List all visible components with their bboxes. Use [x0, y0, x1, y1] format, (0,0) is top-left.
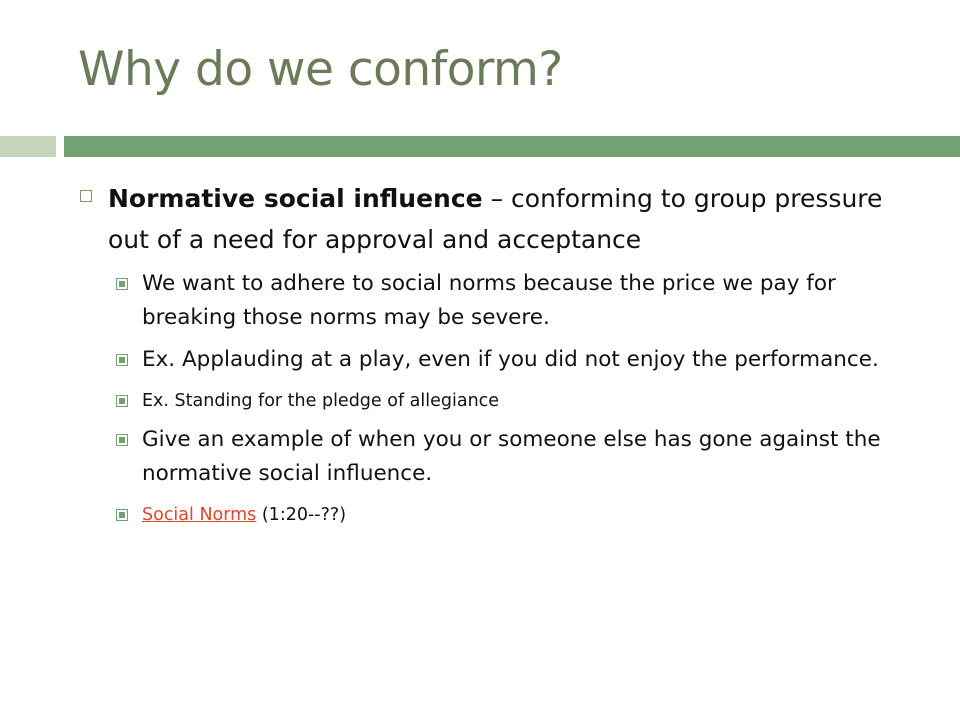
- sub-bullet-text: Ex. Applauding at a play, even if you did not enjoy the performance.: [142, 347, 879, 372]
- sub-bullet-text: Give an example of when you or someone else has gone against the normative social influence.: [142, 427, 881, 486]
- title-accent-bar-light: [0, 136, 56, 157]
- title-accent-bar: [64, 136, 960, 157]
- sub-bullet-point: [116, 343, 930, 377]
- definition-text: – conforming to group pressure out of a need for approval and acceptance: [108, 184, 883, 254]
- filled-square-icon: [116, 278, 128, 290]
- filled-square-icon: [116, 509, 128, 521]
- sub-bullet-point: [116, 267, 930, 335]
- filled-square-icon: [116, 354, 128, 366]
- filled-square-icon: [116, 434, 128, 446]
- social-norms-video-link[interactable]: Social Norms: [142, 505, 257, 525]
- main-bullet-point: [80, 178, 930, 260]
- slide-title: Why do we conform?: [78, 42, 563, 97]
- sub-bullet-text: We want to adhere to social norms because the price we pay for breaking those norms may be severe.: [142, 271, 836, 330]
- sub-bullet-text: Ex. Standing for the pledge of allegiance: [142, 391, 500, 411]
- filled-square-icon: [116, 395, 128, 407]
- sub-bullet-point: [116, 501, 930, 529]
- slide-body: [80, 178, 930, 529]
- sub-bullet-point: [116, 387, 930, 415]
- hollow-square-icon: [80, 190, 92, 202]
- term-text: Normative social influence: [108, 184, 483, 213]
- video-duration-text: (1:20--??): [256, 505, 347, 525]
- sub-bullet-point: [116, 423, 930, 491]
